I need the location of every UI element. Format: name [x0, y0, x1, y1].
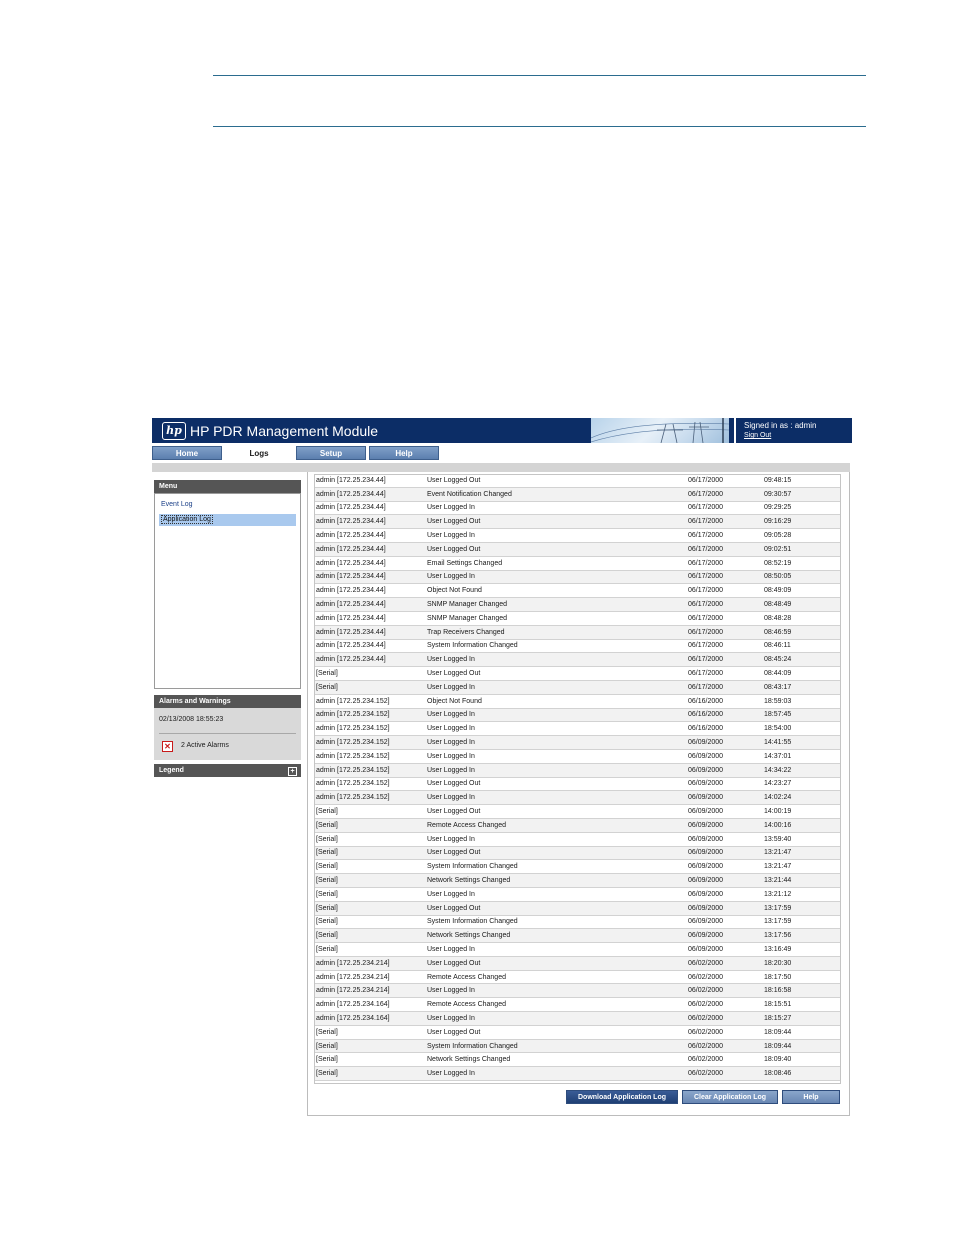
menu-item-label: Event Log: [161, 501, 193, 508]
log-time-cell: 18:20:30: [762, 956, 841, 970]
app-title: HP PDR Management Module: [190, 423, 379, 439]
log-time-cell: 13:21:12: [762, 887, 841, 901]
log-date-cell: 06/09/2000: [686, 874, 762, 888]
log-date-cell: 06/02/2000: [686, 970, 762, 984]
log-user-cell: admin [172.25.234.44]: [314, 570, 425, 584]
table-row: [314, 667, 841, 681]
log-date-cell: 06/09/2000: [686, 860, 762, 874]
signed-in-label: Signed in as : admin: [744, 421, 817, 430]
log-user-cell: [Serial]: [314, 887, 425, 901]
log-user-cell: admin [172.25.234.214]: [314, 970, 425, 984]
log-time-cell: 18:17:50: [762, 970, 841, 984]
user-status-box: [734, 418, 852, 443]
log-date-cell: 06/17/2000: [686, 625, 762, 639]
log-user-cell: admin [172.25.234.152]: [314, 763, 425, 777]
log-user-cell: admin [172.25.234.214]: [314, 984, 425, 998]
log-date-cell: 06/17/2000: [686, 598, 762, 612]
log-event-cell: Network Settings Changed: [425, 929, 686, 943]
header-banner-image: [591, 418, 729, 443]
tab-bar-strip: [152, 463, 850, 472]
menu-item-event-log[interactable]: [159, 499, 296, 511]
log-event-cell: System Information Changed: [425, 915, 686, 929]
log-user-cell: admin [172.25.234.152]: [314, 694, 425, 708]
table-row: [314, 1012, 841, 1026]
table-row: [314, 901, 841, 915]
top-rule: [213, 75, 866, 76]
log-time-cell: 14:00:16: [762, 818, 841, 832]
log-event-cell: System Information Changed: [425, 860, 686, 874]
log-event-cell: User Logged Out: [425, 1025, 686, 1039]
table-row: [314, 791, 841, 805]
log-time-cell: 14:37:01: [762, 749, 841, 763]
table-row: [314, 653, 841, 667]
log-date-cell: 06/09/2000: [686, 846, 762, 860]
log-date-cell: 06/09/2000: [686, 887, 762, 901]
log-event-cell: User Logged In: [425, 1067, 686, 1081]
log-time-cell: 13:17:56: [762, 929, 841, 943]
log-time-cell: 09:30:57: [762, 487, 841, 501]
log-time-cell: 18:15:27: [762, 1012, 841, 1026]
log-date-cell: 06/02/2000: [686, 1039, 762, 1053]
log-event-cell: System Information Changed: [425, 639, 686, 653]
table-row: [314, 874, 841, 888]
table-row: [314, 625, 841, 639]
log-event-cell: User Logged Out: [425, 901, 686, 915]
log-time-cell: 13:59:40: [762, 832, 841, 846]
log-event-cell: User Logged In: [425, 570, 686, 584]
table-row: [314, 1039, 841, 1053]
log-table: [314, 474, 841, 1081]
log-time-cell: 18:15:51: [762, 998, 841, 1012]
log-event-cell: User Logged Out: [425, 846, 686, 860]
log-event-cell: Email Settings Changed: [425, 556, 686, 570]
table-row: [314, 749, 841, 763]
log-date-cell: 06/17/2000: [686, 474, 762, 487]
application-log-panel: [307, 472, 850, 1116]
table-row: [314, 680, 841, 694]
log-event-cell: User Logged Out: [425, 667, 686, 681]
log-user-cell: admin [172.25.234.152]: [314, 749, 425, 763]
log-user-cell: admin [172.25.234.164]: [314, 1012, 425, 1026]
log-event-cell: Trap Receivers Changed: [425, 625, 686, 639]
log-user-cell: [Serial]: [314, 680, 425, 694]
log-date-cell: 06/02/2000: [686, 984, 762, 998]
log-user-cell: admin [172.25.234.152]: [314, 708, 425, 722]
table-row: [314, 777, 841, 791]
log-date-cell: 06/17/2000: [686, 584, 762, 598]
log-event-cell: User Logged In: [425, 722, 686, 736]
table-row: [314, 763, 841, 777]
log-time-cell: 13:16:49: [762, 943, 841, 957]
log-date-cell: 06/17/2000: [686, 515, 762, 529]
table-row: [314, 832, 841, 846]
divider: [159, 733, 296, 734]
table-row: [314, 736, 841, 750]
table-row: [314, 611, 841, 625]
log-time-cell: 08:50:05: [762, 570, 841, 584]
log-event-cell: Remote Access Changed: [425, 998, 686, 1012]
table-row: [314, 570, 841, 584]
log-event-cell: User Logged In: [425, 791, 686, 805]
log-event-cell: User Logged In: [425, 1012, 686, 1026]
log-time-cell: 18:59:03: [762, 694, 841, 708]
log-time-cell: 13:21:47: [762, 860, 841, 874]
log-event-cell: User Logged Out: [425, 956, 686, 970]
log-date-cell: 06/17/2000: [686, 570, 762, 584]
clear-application-log-button[interactable]: Clear Application Log: [682, 1090, 778, 1104]
log-user-cell: admin [172.25.234.44]: [314, 598, 425, 612]
alarm-timestamp: 02/13/2008 18:55:23: [159, 716, 224, 723]
sign-out-link[interactable]: Sign Out: [744, 432, 772, 439]
tab-logs[interactable]: Logs: [224, 446, 294, 460]
log-event-cell: User Logged In: [425, 653, 686, 667]
tab-help[interactable]: Help: [369, 446, 439, 460]
log-time-cell: 18:54:00: [762, 722, 841, 736]
log-time-cell: 08:44:09: [762, 667, 841, 681]
table-row: [314, 860, 841, 874]
log-date-cell: 06/09/2000: [686, 943, 762, 957]
table-row: [314, 846, 841, 860]
log-event-cell: Remote Access Changed: [425, 970, 686, 984]
log-event-cell: Event Notification Changed: [425, 487, 686, 501]
log-time-cell: 08:43:17: [762, 680, 841, 694]
table-row: [314, 929, 841, 943]
log-time-cell: 09:16:29: [762, 515, 841, 529]
log-date-cell: 06/02/2000: [686, 998, 762, 1012]
log-user-cell: admin [172.25.234.44]: [314, 584, 425, 598]
table-row: [314, 694, 841, 708]
table-row: [314, 984, 841, 998]
log-time-cell: 08:48:28: [762, 611, 841, 625]
log-time-cell: 08:52:19: [762, 556, 841, 570]
log-date-cell: 06/02/2000: [686, 1067, 762, 1081]
table-row: [314, 998, 841, 1012]
log-date-cell: 06/09/2000: [686, 749, 762, 763]
log-date-cell: 06/16/2000: [686, 722, 762, 736]
log-user-cell: admin [172.25.234.44]: [314, 542, 425, 556]
table-row: [314, 887, 841, 901]
log-user-cell: [Serial]: [314, 874, 425, 888]
log-time-cell: 13:21:44: [762, 874, 841, 888]
log-user-cell: [Serial]: [314, 846, 425, 860]
log-event-cell: User Logged In: [425, 680, 686, 694]
log-time-cell: 13:17:59: [762, 915, 841, 929]
menu-item-label: Application Log: [163, 516, 211, 523]
main-tabs: [152, 446, 850, 460]
log-user-cell: admin [172.25.234.152]: [314, 777, 425, 791]
log-date-cell: 06/09/2000: [686, 805, 762, 819]
log-date-cell: 06/16/2000: [686, 694, 762, 708]
log-event-cell: User Logged Out: [425, 542, 686, 556]
app-header: [152, 418, 850, 443]
log-time-cell: 18:57:45: [762, 708, 841, 722]
log-event-cell: User Logged In: [425, 749, 686, 763]
log-time-cell: 14:02:24: [762, 791, 841, 805]
log-event-cell: SNMP Manager Changed: [425, 611, 686, 625]
alarms-panel: [154, 708, 301, 760]
tab-home[interactable]: Home: [152, 446, 222, 460]
table-row: [314, 556, 841, 570]
log-user-cell: admin [172.25.234.44]: [314, 556, 425, 570]
plus-icon[interactable]: +: [288, 767, 297, 776]
log-date-cell: 06/17/2000: [686, 501, 762, 515]
log-user-cell: admin [172.25.234.44]: [314, 529, 425, 543]
log-time-cell: 08:46:59: [762, 625, 841, 639]
log-date-cell: 06/02/2000: [686, 956, 762, 970]
log-user-cell: admin [172.25.234.44]: [314, 611, 425, 625]
menu-panel-title: Menu: [154, 480, 301, 493]
log-event-cell: User Logged Out: [425, 474, 686, 487]
log-time-cell: 09:29:25: [762, 501, 841, 515]
log-event-cell: User Logged In: [425, 943, 686, 957]
log-user-cell: admin [172.25.234.214]: [314, 956, 425, 970]
table-row: [314, 818, 841, 832]
log-time-cell: 18:09:44: [762, 1025, 841, 1039]
table-row: [314, 487, 841, 501]
log-date-cell: 06/09/2000: [686, 777, 762, 791]
log-user-cell: [Serial]: [314, 929, 425, 943]
log-user-cell: [Serial]: [314, 943, 425, 957]
download-application-log-button[interactable]: Download Application Log: [566, 1090, 678, 1104]
table-row: [314, 1025, 841, 1039]
log-user-cell: [Serial]: [314, 915, 425, 929]
log-time-cell: 08:45:24: [762, 653, 841, 667]
log-event-cell: User Logged Out: [425, 805, 686, 819]
log-date-cell: 06/09/2000: [686, 791, 762, 805]
tab-setup[interactable]: Setup: [296, 446, 366, 460]
log-event-cell: User Logged In: [425, 832, 686, 846]
log-date-cell: 06/17/2000: [686, 556, 762, 570]
table-row: [314, 474, 841, 487]
log-event-cell: User Logged In: [425, 984, 686, 998]
log-date-cell: 06/17/2000: [686, 611, 762, 625]
app-screenshot: [152, 418, 850, 1118]
log-time-cell: 18:08:46: [762, 1067, 841, 1081]
active-alarms-link[interactable]: 2 Active Alarms: [181, 742, 229, 749]
log-date-cell: 06/16/2000: [686, 708, 762, 722]
table-row: [314, 639, 841, 653]
table-row: [314, 598, 841, 612]
log-user-cell: admin [172.25.234.44]: [314, 639, 425, 653]
log-user-cell: admin [172.25.234.152]: [314, 736, 425, 750]
table-row: [314, 529, 841, 543]
log-date-cell: 06/17/2000: [686, 487, 762, 501]
log-time-cell: 18:09:44: [762, 1039, 841, 1053]
log-event-cell: User Logged In: [425, 708, 686, 722]
log-event-cell: User Logged In: [425, 887, 686, 901]
log-time-cell: 09:02:51: [762, 542, 841, 556]
log-time-cell: 18:09:40: [762, 1053, 841, 1067]
log-time-cell: 08:46:11: [762, 639, 841, 653]
help-button[interactable]: Help: [782, 1090, 840, 1104]
table-row: [314, 542, 841, 556]
log-date-cell: 06/17/2000: [686, 680, 762, 694]
log-time-cell: 14:41:55: [762, 736, 841, 750]
log-user-cell: admin [172.25.234.44]: [314, 474, 425, 487]
table-row: [314, 943, 841, 957]
alarms-panel-title: Alarms and Warnings: [154, 695, 301, 708]
log-user-cell: [Serial]: [314, 901, 425, 915]
table-row: [314, 584, 841, 598]
log-user-cell: [Serial]: [314, 1039, 425, 1053]
log-time-cell: 09:05:28: [762, 529, 841, 543]
table-row: [314, 970, 841, 984]
log-date-cell: 06/09/2000: [686, 763, 762, 777]
log-time-cell: 13:21:47: [762, 846, 841, 860]
log-event-cell: User Logged Out: [425, 777, 686, 791]
log-time-cell: 14:00:19: [762, 805, 841, 819]
table-row: [314, 708, 841, 722]
log-date-cell: 06/17/2000: [686, 639, 762, 653]
log-time-cell: 13:17:59: [762, 901, 841, 915]
menu-panel: [154, 493, 301, 689]
table-row: [314, 722, 841, 736]
log-time-cell: 14:34:22: [762, 763, 841, 777]
log-event-cell: Object Not Found: [425, 694, 686, 708]
log-time-cell: 09:48:15: [762, 474, 841, 487]
log-user-cell: [Serial]: [314, 832, 425, 846]
log-user-cell: admin [172.25.234.44]: [314, 515, 425, 529]
log-date-cell: 06/09/2000: [686, 915, 762, 929]
log-time-cell: 08:49:09: [762, 584, 841, 598]
log-date-cell: 06/09/2000: [686, 736, 762, 750]
table-row: [314, 805, 841, 819]
log-time-cell: 14:23:27: [762, 777, 841, 791]
table-row: [314, 1067, 841, 1081]
log-user-cell: [Serial]: [314, 667, 425, 681]
log-user-cell: [Serial]: [314, 805, 425, 819]
log-event-cell: System Information Changed: [425, 1039, 686, 1053]
log-user-cell: [Serial]: [314, 1067, 425, 1081]
table-row: [314, 501, 841, 515]
log-event-cell: User Logged In: [425, 501, 686, 515]
log-user-cell: admin [172.25.234.152]: [314, 791, 425, 805]
log-user-cell: admin [172.25.234.44]: [314, 487, 425, 501]
log-date-cell: 06/17/2000: [686, 542, 762, 556]
log-date-cell: 06/02/2000: [686, 1053, 762, 1067]
menu-item-application-log[interactable]: [159, 514, 296, 526]
log-date-cell: 06/02/2000: [686, 1012, 762, 1026]
log-user-cell: [Serial]: [314, 860, 425, 874]
log-event-cell: User Logged In: [425, 736, 686, 750]
table-row: [314, 956, 841, 970]
alarm-x-icon: ✕: [162, 741, 173, 752]
hp-logo-icon: hp: [162, 422, 186, 440]
log-user-cell: [Serial]: [314, 818, 425, 832]
log-date-cell: 06/02/2000: [686, 1025, 762, 1039]
table-row: [314, 915, 841, 929]
legend-panel-title[interactable]: [154, 764, 301, 777]
table-row: [314, 1053, 841, 1067]
log-event-cell: User Logged In: [425, 763, 686, 777]
log-date-cell: 06/09/2000: [686, 901, 762, 915]
log-user-cell: [Serial]: [314, 1053, 425, 1067]
log-user-cell: [Serial]: [314, 1025, 425, 1039]
bottom-rule: [213, 126, 866, 127]
log-user-cell: admin [172.25.234.44]: [314, 653, 425, 667]
log-time-cell: 08:48:49: [762, 598, 841, 612]
legend-title: Legend: [159, 767, 184, 774]
log-date-cell: 06/09/2000: [686, 818, 762, 832]
log-event-cell: User Logged Out: [425, 515, 686, 529]
log-date-cell: 06/17/2000: [686, 529, 762, 543]
log-time-cell: 18:16:58: [762, 984, 841, 998]
log-user-cell: admin [172.25.234.164]: [314, 998, 425, 1012]
log-user-cell: admin [172.25.234.44]: [314, 625, 425, 639]
log-event-cell: Network Settings Changed: [425, 1053, 686, 1067]
log-date-cell: 06/17/2000: [686, 653, 762, 667]
log-date-cell: 06/09/2000: [686, 832, 762, 846]
log-event-cell: SNMP Manager Changed: [425, 598, 686, 612]
log-event-cell: Network Settings Changed: [425, 874, 686, 888]
log-event-cell: User Logged In: [425, 529, 686, 543]
log-event-cell: Remote Access Changed: [425, 818, 686, 832]
log-event-cell: Object Not Found: [425, 584, 686, 598]
log-user-cell: admin [172.25.234.152]: [314, 722, 425, 736]
table-row: [314, 515, 841, 529]
log-user-cell: admin [172.25.234.44]: [314, 501, 425, 515]
log-date-cell: 06/09/2000: [686, 929, 762, 943]
log-date-cell: 06/17/2000: [686, 667, 762, 681]
